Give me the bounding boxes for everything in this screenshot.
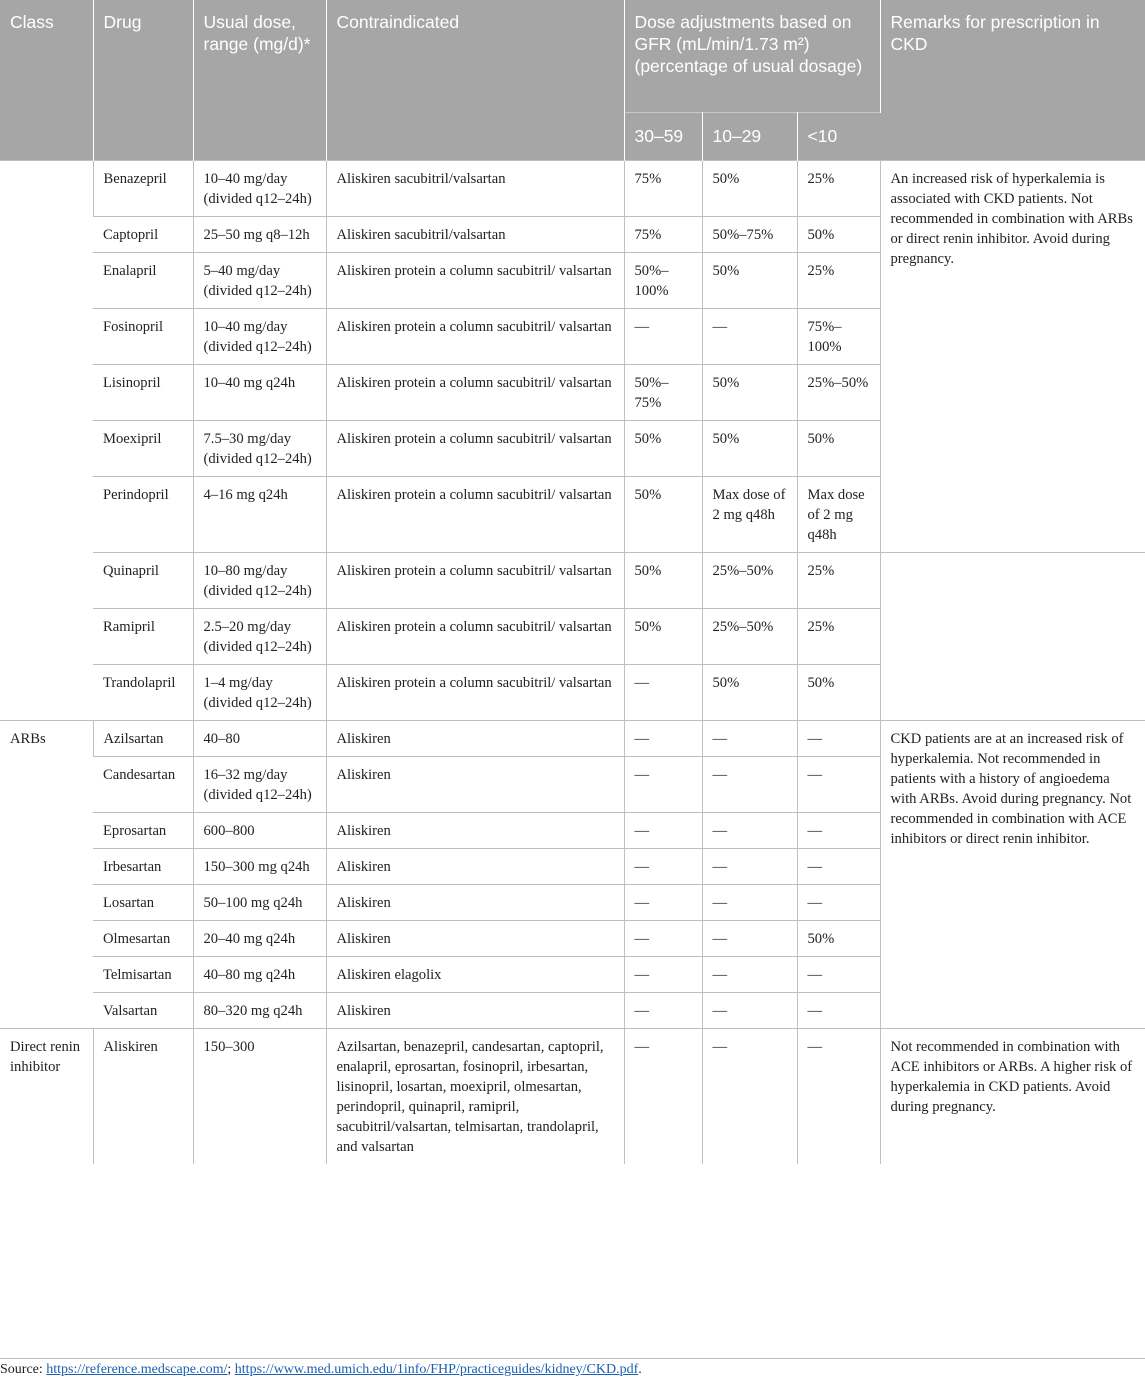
g2-cell: — — [702, 308, 797, 364]
contra-cell: Aliskiren — [326, 992, 624, 1028]
g2-cell: 50% — [702, 664, 797, 720]
class-cell: Direct renin inhibitor — [0, 1028, 93, 1164]
contra-cell: Aliskiren — [326, 884, 624, 920]
g1-cell: 50%–75% — [624, 364, 702, 420]
drug-cell: Quinapril — [93, 552, 193, 608]
g3-cell: 50% — [797, 920, 880, 956]
remarks-cell: CKD patients are at an increased risk of hyperkalemia. Not recommended in patients with a history of angioedema with ARBs. Avoid during pregnancy. Not recommended in combination with ACE inhibitors or direct renin inhibitor. — [880, 720, 1145, 1028]
table-row — [0, 1028, 1145, 1164]
dose-cell: 10–40 mg/day (divided q12–24h) — [193, 160, 326, 216]
g3-cell: — — [797, 848, 880, 884]
drug-cell: Azilsartan — [93, 720, 193, 756]
source-link-umich[interactable]: https://www.med.umich.edu/1info/FHP/practiceguides/kidney/CKD.pdf — [234, 1362, 639, 1377]
g3-cell: — — [797, 720, 880, 756]
dose-cell: 150–300 — [193, 1028, 326, 1164]
g3-cell: — — [797, 956, 880, 992]
remarks-cell — [880, 552, 1145, 720]
dose-cell: 5–40 mg/day (divided q12–24h) — [193, 252, 326, 308]
dose-cell: 150–300 mg q24h — [193, 848, 326, 884]
g3-cell: Max dose of 2 mg q48h — [797, 476, 880, 552]
dose-cell: 10–40 mg q24h — [193, 364, 326, 420]
g1-cell: — — [624, 308, 702, 364]
g3-cell: 25% — [797, 608, 880, 664]
dose-cell: 16–32 mg/day (divided q12–24h) — [193, 756, 326, 812]
g1-cell: — — [624, 920, 702, 956]
contra-cell: Aliskiren protein a column sacubitril/ valsartan — [326, 552, 624, 608]
dose-cell: 600–800 — [193, 812, 326, 848]
source-end: . — [638, 1362, 642, 1377]
drug-cell: Olmesartan — [93, 920, 193, 956]
g2-cell: — — [702, 920, 797, 956]
drug-cell: Valsartan — [93, 992, 193, 1028]
header-drug: Drug — [93, 0, 193, 160]
drug-cell: Eprosartan — [93, 812, 193, 848]
contra-cell: Aliskiren protein a column sacubitril/ valsartan — [326, 308, 624, 364]
header-gfr-10-29: 10–29 — [702, 112, 797, 160]
header-gfr: Dose adjustments based on GFR (mL/min/1.73 m²) (percentage of usual dosage) — [624, 0, 880, 112]
g2-cell: — — [702, 756, 797, 812]
header-remarks: Remarks for prescription in CKD — [880, 0, 1145, 160]
contra-cell: Aliskiren protein a column sacubitril/ valsartan — [326, 420, 624, 476]
drug-cell: Irbesartan — [93, 848, 193, 884]
g2-cell: — — [702, 1028, 797, 1164]
header-contraindicated: Contraindicated — [326, 0, 624, 160]
table-row — [0, 720, 1145, 756]
drug-cell: Captopril — [93, 216, 193, 252]
drug-cell: Candesartan — [93, 756, 193, 812]
g2-cell: — — [702, 956, 797, 992]
g2-cell: Max dose of 2 mg q48h — [702, 476, 797, 552]
class-cell: ARBs — [0, 720, 93, 1028]
header-gfr-under-10: <10 — [797, 112, 880, 160]
contra-cell: Azilsartan, benazepril, candesartan, captopril, enalapril, eprosartan, fosinopril, irbesartan, lisinopril, losartan, moexipril, olmesartan, perindopril, quinapril, ramipril, sacubitril/valsartan, telmisartan, trandolapril, and valsartan — [326, 1028, 624, 1164]
contra-cell: Aliskiren protein a column sacubitril/ valsartan — [326, 664, 624, 720]
g1-cell: 50% — [624, 608, 702, 664]
table-header — [0, 0, 1145, 160]
dose-cell: 10–40 mg/day (divided q12–24h) — [193, 308, 326, 364]
g1-cell: 50% — [624, 476, 702, 552]
drug-cell: Telmisartan — [93, 956, 193, 992]
drug-cell: Lisinopril — [93, 364, 193, 420]
remarks-cell: Not recommended in combination with ACE inhibitors or ARBs. A higher risk of hyperkalemia in CKD patients. Avoid during pregnancy. — [880, 1028, 1145, 1164]
remarks-cell: An increased risk of hyperkalemia is associated with CKD patients. Not recommended in combination with ARBs or direct renin inhibitor. Avoid during pregnancy. — [880, 160, 1145, 552]
drug-cell: Aliskiren — [93, 1028, 193, 1164]
g2-cell: — — [702, 720, 797, 756]
table-row — [0, 160, 1145, 216]
g2-cell: 25%–50% — [702, 552, 797, 608]
dose-cell: 2.5–20 mg/day (divided q12–24h) — [193, 608, 326, 664]
g3-cell: — — [797, 812, 880, 848]
g1-cell: 50%–100% — [624, 252, 702, 308]
g2-cell: 25%–50% — [702, 608, 797, 664]
g2-cell: 50% — [702, 420, 797, 476]
drug-cell: Perindopril — [93, 476, 193, 552]
g3-cell: 25% — [797, 160, 880, 216]
g1-cell: — — [624, 664, 702, 720]
g1-cell: — — [624, 1028, 702, 1164]
g3-cell: 75%–100% — [797, 308, 880, 364]
g1-cell: — — [624, 992, 702, 1028]
dose-cell: 80–320 mg q24h — [193, 992, 326, 1028]
header-gfr-30-59: 30–59 — [624, 112, 702, 160]
drug-cell: Moexipril — [93, 420, 193, 476]
dose-cell: 50–100 mg q24h — [193, 884, 326, 920]
g1-cell: — — [624, 756, 702, 812]
contra-cell: Aliskiren sacubitril/valsartan — [326, 160, 624, 216]
contra-cell: Aliskiren — [326, 720, 624, 756]
g2-cell: — — [702, 992, 797, 1028]
dose-cell: 40–80 mg q24h — [193, 956, 326, 992]
g1-cell: — — [624, 848, 702, 884]
g2-cell: — — [702, 812, 797, 848]
table-row — [0, 552, 1145, 608]
class-cell — [0, 160, 93, 720]
contra-cell: Aliskiren — [326, 920, 624, 956]
contra-cell: Aliskiren — [326, 756, 624, 812]
header-class: Class — [0, 0, 93, 160]
g2-cell: 50%–75% — [702, 216, 797, 252]
source-separator: ; — [227, 1362, 232, 1377]
g3-cell: 50% — [797, 216, 880, 252]
g3-cell: — — [797, 884, 880, 920]
drug-cell: Ramipril — [93, 608, 193, 664]
drug-cell: Losartan — [93, 884, 193, 920]
dose-cell: 10–80 mg/day (divided q12–24h) — [193, 552, 326, 608]
table-body — [0, 160, 1145, 1164]
g1-cell: 75% — [624, 216, 702, 252]
contra-cell: Aliskiren elagolix — [326, 956, 624, 992]
dose-cell: 25–50 mg q8–12h — [193, 216, 326, 252]
drug-cell: Benazepril — [93, 160, 193, 216]
dose-cell: 20–40 mg q24h — [193, 920, 326, 956]
dose-cell: 40–80 — [193, 720, 326, 756]
dose-cell: 4–16 mg q24h — [193, 476, 326, 552]
dose-cell: 7.5–30 mg/day (divided q12–24h) — [193, 420, 326, 476]
contra-cell: Aliskiren protein a column sacubitril/ valsartan — [326, 252, 624, 308]
g1-cell: 50% — [624, 420, 702, 476]
dose-cell: 1–4 mg/day (divided q12–24h) — [193, 664, 326, 720]
g2-cell: 50% — [702, 160, 797, 216]
g2-cell: 50% — [702, 364, 797, 420]
g1-cell: 50% — [624, 552, 702, 608]
source-footnote — [0, 1358, 1145, 1378]
g1-cell: — — [624, 884, 702, 920]
drug-cell: Trandolapril — [93, 664, 193, 720]
contra-cell: Aliskiren — [326, 812, 624, 848]
g1-cell: 75% — [624, 160, 702, 216]
source-label: Source: — [0, 1362, 43, 1377]
g3-cell: — — [797, 992, 880, 1028]
g1-cell: — — [624, 720, 702, 756]
g3-cell: — — [797, 1028, 880, 1164]
g2-cell: — — [702, 848, 797, 884]
g1-cell: — — [624, 812, 702, 848]
g1-cell: — — [624, 956, 702, 992]
g3-cell: 50% — [797, 664, 880, 720]
drug-cell: Fosinopril — [93, 308, 193, 364]
source-link-medscape[interactable]: https://reference.medscape.com/ — [46, 1362, 228, 1377]
contra-cell: Aliskiren — [326, 848, 624, 884]
contra-cell: Aliskiren protein a column sacubitril/ valsartan — [326, 476, 624, 552]
g2-cell: 50% — [702, 252, 797, 308]
g2-cell: — — [702, 884, 797, 920]
g3-cell: 50% — [797, 420, 880, 476]
contra-cell: Aliskiren protein a column sacubitril/ valsartan — [326, 364, 624, 420]
g3-cell: 25%–50% — [797, 364, 880, 420]
header-dose: Usual dose, range (mg/d)* — [193, 0, 326, 160]
drug-cell: Enalapril — [93, 252, 193, 308]
g3-cell: — — [797, 756, 880, 812]
contra-cell: Aliskiren protein a column sacubitril/ valsartan — [326, 608, 624, 664]
g3-cell: 25% — [797, 252, 880, 308]
g3-cell: 25% — [797, 552, 880, 608]
contra-cell: Aliskiren sacubitril/valsartan — [326, 216, 624, 252]
